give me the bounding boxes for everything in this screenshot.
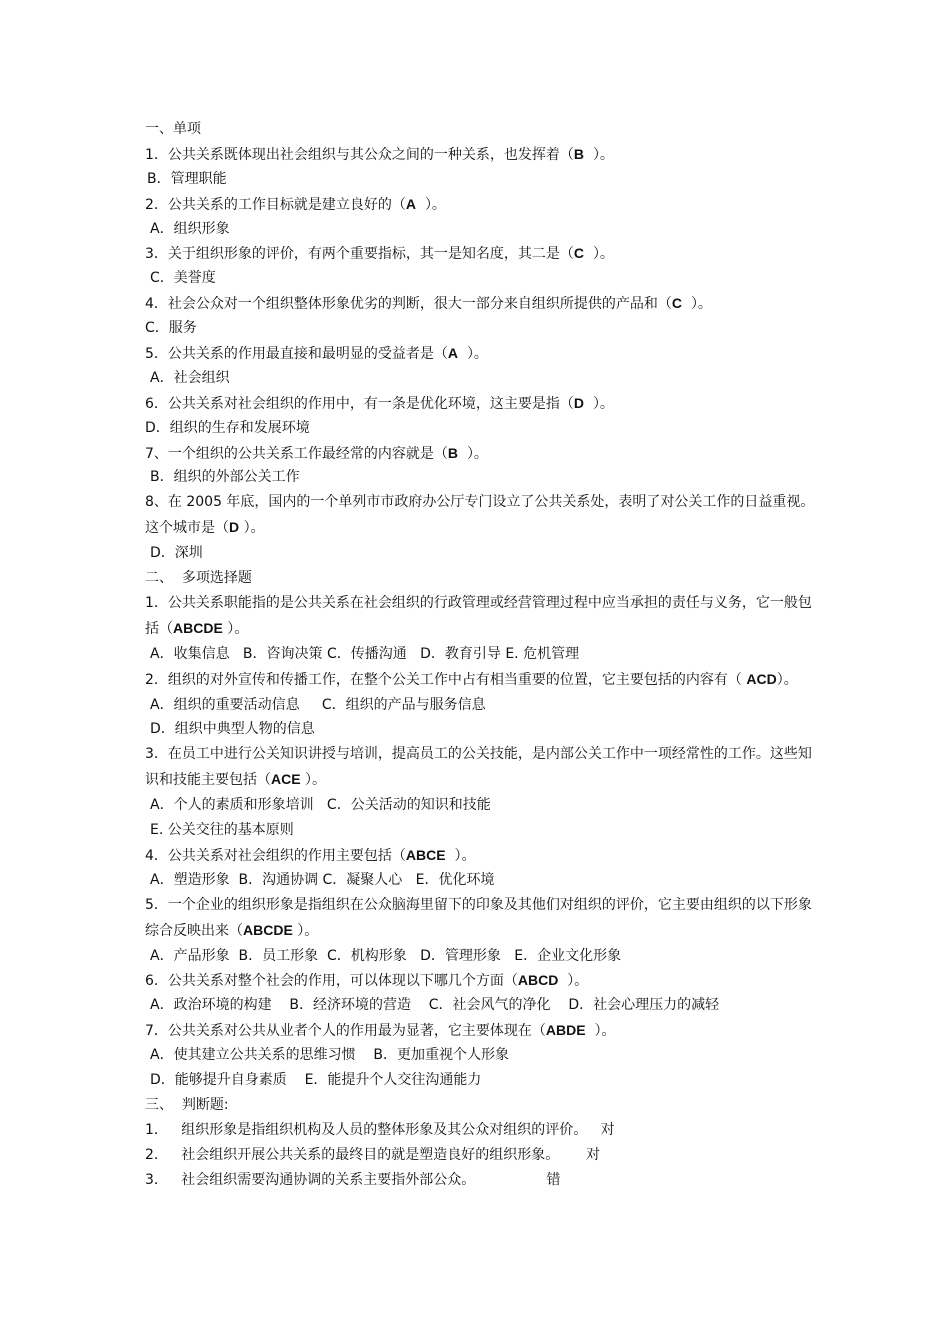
answer: A: [405, 195, 417, 212]
option-line: A．使其建立公共关系的思维习惯 B．更加重视个人形象: [150, 1047, 509, 1064]
option-line: C．美誉度: [150, 270, 216, 287]
answer: ACE: [271, 771, 301, 788]
question: 4．公共关系对社会组织的作用主要包括（ABCE ）。: [145, 846, 476, 864]
option-line: B．组织的外部公关工作: [150, 469, 300, 486]
question: 3．关于组织形象的评价，有两个重要指标，其一是知名度，其二是（C ）。: [145, 245, 614, 263]
judgment-item: 3． 社会组织需要沟通协调的关系主要指外部公众。 错: [145, 1171, 561, 1188]
question: 7、一个组织的公共关系工作最经常的内容就是（B ）。: [145, 444, 488, 462]
answer: C: [573, 245, 585, 262]
option-line: A．社会组织: [150, 369, 230, 386]
question: 1．公共关系职能指的是公共关系在社会组织的行政管理或经营管理过程中应当承担的责任与义务，它一般包括（ABCDE ）。: [145, 594, 812, 637]
option-line: A．产品形象 B．员工形象 C．机构形象 D．管理形象 E．企业文化形象: [150, 947, 622, 964]
option-line: D．组织中典型人物的信息: [150, 721, 315, 738]
answer: B: [447, 444, 459, 461]
option-line: C．服务: [145, 320, 197, 337]
answer: D: [229, 519, 240, 536]
option-line: D．能够提升自身素质 E．能提升个人交往沟通能力: [150, 1071, 482, 1088]
option-line: D．深圳: [150, 545, 203, 562]
answer: ABCD: [517, 972, 559, 989]
option-line: D．组织的生存和发展环境: [145, 419, 310, 436]
document-page: [145, 117, 815, 1192]
answer: ACD: [746, 670, 777, 687]
answer: B: [573, 145, 585, 162]
option-line: A．收集信息 B．咨询决策 C．传播沟通 D．教育引导 E. 危机管理: [150, 645, 580, 662]
question: 1．公共关系既体现出社会组织与其公众之间的一种关系，也发挥着（B ）。: [145, 145, 614, 163]
answer: ABCDE: [173, 619, 223, 636]
option-line: A．组织形象: [150, 220, 230, 237]
question: 6．公共关系对整个社会的作用，可以体现以下哪几个方面（ABCD ）。: [145, 972, 589, 990]
question: 6．公共关系对社会组织的作用中，有一条是优化环境，这主要是指（D ）。: [145, 394, 614, 412]
judgment-item: 2． 社会组织开展公共关系的最终目的就是塑造良好的组织形象。 对: [145, 1146, 600, 1163]
question: 7．公共关系对公共从业者个人的作用最为显著，它主要体现在（ABDE ）。: [145, 1022, 616, 1040]
option-line: A．政治环境的构建 B．经济环境的营造 C．社会风气的净化 D．社会心理压力的减轻: [150, 997, 720, 1014]
question: 2．公共关系的工作目标就是建立良好的（A ）。: [145, 195, 446, 213]
option-line: A．个人的素质和形象培训 C．公关活动的知识和技能: [150, 797, 491, 814]
question: 5．一个企业的组织形象是指组织在公众脑海里留下的印象及其他们对组织的评价，它主要由组织的以下形象综合反映出来（ABCDE ）。: [145, 896, 812, 939]
question: 4．社会公众对一个组织整体形象优劣的判断，很大一部分来自组织所提供的产品和（C ）。: [145, 295, 712, 313]
answer: ABCE: [405, 846, 446, 863]
question: 5．公共关系的作用最直接和最明显的受益者是（A ）。: [145, 345, 488, 363]
answer: D: [573, 394, 585, 411]
section-heading: 三、 判断题:: [145, 1096, 229, 1113]
option-line: B．管理职能: [147, 170, 227, 187]
answer: ABCDE: [243, 921, 293, 938]
question: 2．组织的对外宣传和传播工作，在整个公关工作中占有相当重要的位置，它主要包括的内容有（ ACD）。: [145, 670, 798, 688]
option-line: A．组织的重要活动信息 C．组织的产品与服务信息: [150, 696, 486, 713]
option-line: A．塑造形象 B．沟通协调 C．凝聚人心 E．优化环境: [150, 871, 495, 888]
section-heading: 一、单项: [145, 121, 201, 137]
question: 8、在 2005 年底，国内的一个单列市市政府办公厅专门设立了公共关系处，表明了对公关工作的日益重视。这个城市是（D ）。: [145, 494, 815, 537]
judgment-item: 1． 组织形象是指组织机构及人员的整体形象及其公众对组织的评价。 对: [145, 1121, 615, 1138]
question: 3．在员工中进行公关知识讲授与培训，提高员工的公关技能，是内部公关工作中一项经常性的工作。这些知识和技能主要包括（ACE ）。: [145, 746, 812, 789]
option-line: E. 公关交往的基本原则: [150, 822, 294, 839]
answer: ABDE: [545, 1022, 586, 1039]
answer: A: [447, 345, 459, 362]
section-heading: 二、 多项选择题: [145, 570, 252, 587]
answer: C: [671, 295, 683, 312]
